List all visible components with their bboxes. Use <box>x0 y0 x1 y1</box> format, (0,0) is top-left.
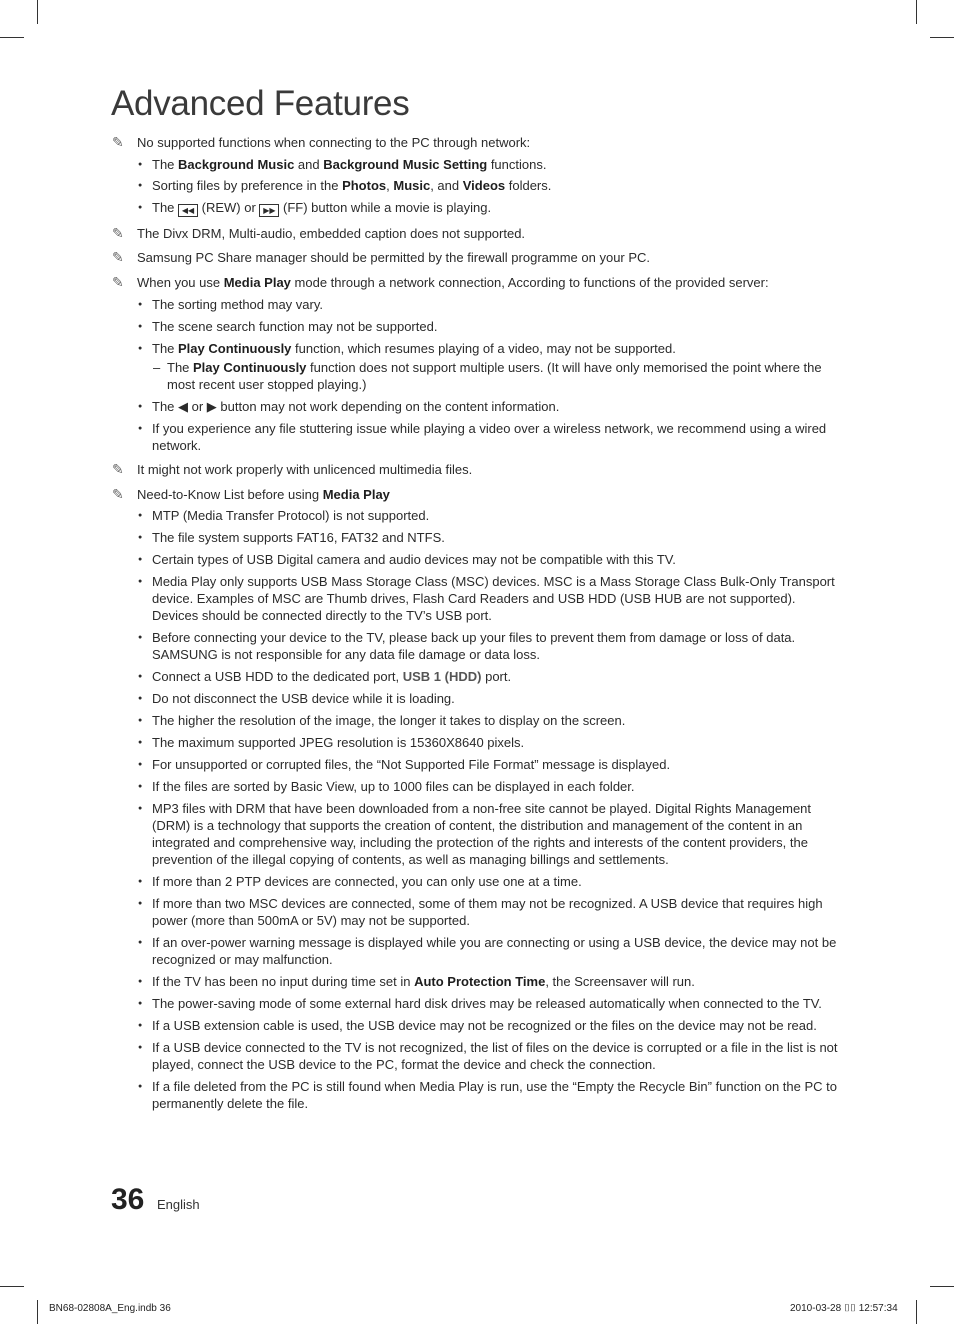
bullet-icon: ● <box>138 783 143 790</box>
note-item <box>112 486 842 503</box>
bullet-item <box>112 199 842 217</box>
bullet-item <box>112 778 842 795</box>
bullet-item <box>112 712 842 729</box>
bullet-item <box>112 156 842 173</box>
bullet-icon: ● <box>138 978 143 985</box>
note-pencil-icon: ✎ <box>112 225 124 241</box>
bullet-item <box>112 668 842 685</box>
bullet-item <box>112 895 842 929</box>
item-text: The Play Continuously function, which resumes playing of a video, may not be supported. <box>152 341 676 356</box>
bullet-icon: ● <box>138 182 143 189</box>
bullet-icon: ● <box>138 634 143 641</box>
dash-icon: – <box>153 360 161 375</box>
note-item <box>112 461 842 478</box>
bullet-item <box>112 734 842 751</box>
item-text: If you experience any file stuttering issue while playing a video over a wireless network, we recommend using a wired network. <box>152 421 827 453</box>
item-text: If more than two MSC devices are connected, some of them may not be recognized. A USB device that requires high power (more than 500mA or 5V) may not be supported. <box>152 896 823 928</box>
bullet-item <box>112 873 842 890</box>
crop-mark <box>930 37 954 38</box>
bullet-icon: ● <box>138 673 143 680</box>
bullet-icon: ● <box>138 204 143 211</box>
bullet-item <box>112 551 842 568</box>
bullet-item <box>112 800 842 868</box>
bullet-icon: ● <box>138 939 143 946</box>
bullet-item <box>112 398 842 415</box>
bullet-item <box>112 629 842 663</box>
page-number: 36 <box>111 1183 145 1216</box>
note-item <box>112 274 842 291</box>
item-text: The scene search function may not be supported. <box>152 319 438 334</box>
bullet-icon: ● <box>138 805 143 812</box>
item-text: It might not work properly with unlicenced multimedia files. <box>137 462 473 477</box>
bullet-item <box>112 973 842 990</box>
note-pencil-icon: ✎ <box>112 486 124 502</box>
bullet-item <box>112 756 842 773</box>
crop-mark <box>916 1300 917 1324</box>
note-pencil-icon: ✎ <box>112 274 124 290</box>
item-text: Do not disconnect the USB device while it is loading. <box>152 691 455 706</box>
bullet-icon: ● <box>138 1083 143 1090</box>
item-text: If a USB extension cable is used, the USB device may not be recognized or the files on the device may not be read. <box>152 1018 817 1033</box>
bullet-item <box>112 1078 842 1112</box>
item-text: Samsung PC Share manager should be permitted by the firewall programme on your PC. <box>137 250 651 265</box>
print-file-info: BN68-02808A_Eng.indb 36 <box>49 1303 171 1314</box>
item-text: MTP (Media Transfer Protocol) is not supported. <box>152 508 430 523</box>
item-text: Sorting files by preference in the Photos, Music, and Videos folders. <box>152 178 552 193</box>
bullet-icon: ● <box>138 1000 143 1007</box>
note-item <box>112 225 842 242</box>
language-label: English <box>157 1197 200 1212</box>
item-text: When you use Media Play mode through a network connection, According to functions of the provided server: <box>137 275 769 290</box>
bullet-item <box>112 1039 842 1073</box>
bullet-item <box>112 690 842 707</box>
bullet-icon: ● <box>138 161 143 168</box>
item-text: Media Play only supports USB Mass Storage Class (MSC) devices. MSC is a Mass Storage Class Bulk-Only Transport device. Examples of MSC are Thumb drives, Flash Card Readers and USB HDD (USB HUB are not supported). Devices should be connected directly to the TV’s USB port. <box>152 574 835 623</box>
item-text: The Play Continuously function does not support multiple users. (It will have only memorised the point where the most recent user stopped playing.) <box>167 360 822 392</box>
bullet-icon: ● <box>138 512 143 519</box>
item-text: If the files are sorted by Basic View, up to 1000 files can be displayed in each folder. <box>152 779 635 794</box>
bullet-icon: ● <box>138 578 143 585</box>
item-text: Before connecting your device to the TV, please back up your files to prevent them from damage or loss of data. SAMSUNG is not responsible for any data file damage or data loss. <box>152 630 796 662</box>
note-pencil-icon: ✎ <box>112 461 124 477</box>
bullet-item <box>112 529 842 546</box>
bullet-item <box>112 296 842 313</box>
item-text: If the TV has been no input during time set in Auto Protection Time, the Screensaver will run. <box>152 974 695 989</box>
crop-mark <box>0 1286 24 1287</box>
bullet-icon: ● <box>138 323 143 330</box>
item-text: No supported functions when connecting to the PC through network: <box>137 135 531 150</box>
note-item <box>112 134 842 151</box>
bullet-icon: ● <box>138 301 143 308</box>
bullet-icon: ● <box>138 345 143 352</box>
item-text: If a USB device connected to the TV is not recognized, the list of files on the device is corrupted or a file in the list is not played, connect the USB device to the PC, format the device and check the connection. <box>152 1040 838 1072</box>
crop-mark <box>37 1300 38 1324</box>
item-text: For unsupported or corrupted files, the “Not Supported File Format” message is displayed. <box>152 757 671 772</box>
bullet-icon: ● <box>138 761 143 768</box>
note-item <box>112 249 842 266</box>
item-text: MP3 files with DRM that have been downloaded from a non-free site cannot be played. Digital Rights Management (DRM) is a technology that supports the creation of content, the distribution and management of the content in an integrated and comprehensive way, including the protection of the rights and interests of the content providers, the prevention of the illegal copying of contents, as well as managing billings and settlements. <box>152 801 812 867</box>
bullet-item <box>112 420 842 454</box>
item-text: If more than 2 PTP devices are connected, you can only use one at a time. <box>152 874 582 889</box>
bullet-item <box>112 177 842 194</box>
item-text: The Background Music and Background Music Setting functions. <box>152 157 547 172</box>
item-text: The higher the resolution of the image, the longer it takes to display on the screen. <box>152 713 626 728</box>
bullet-icon: ● <box>138 425 143 432</box>
bullet-icon: ● <box>138 739 143 746</box>
bullet-item <box>112 507 842 524</box>
item-text: The sorting method may vary. <box>152 297 323 312</box>
item-text: The Divx DRM, Multi-audio, embedded caption does not supported. <box>137 226 526 241</box>
bullet-item <box>112 318 842 335</box>
crop-mark <box>0 37 24 38</box>
print-date-info: 2010-03-28 ⌷⌷ 12:57:34 <box>790 1303 898 1314</box>
crop-mark <box>930 1286 954 1287</box>
page-title: Advanced Features <box>111 84 410 123</box>
item-text: The ◀ or ▶ button may not work depending on the content information. <box>152 399 560 414</box>
bullet-item <box>112 1017 842 1034</box>
note-pencil-icon: ✎ <box>112 249 124 265</box>
bullet-item <box>112 995 842 1012</box>
item-text: Certain types of USB Digital camera and audio devices may not be compatible with this TV. <box>152 552 676 567</box>
item-text: The ◀◀ (REW) or ▶▶ (FF) button while a movie is playing. <box>152 200 492 215</box>
item-text: Need-to-Know List before using Media Play <box>137 487 390 502</box>
item-text: If a file deleted from the PC is still found when Media Play is run, use the “Empty the Recycle Bin” function on the PC to permanently delete the file. <box>152 1079 838 1111</box>
bullet-icon: ● <box>138 878 143 885</box>
item-text: The power-saving mode of some external hard disk drives may be released automatically when connected to the TV. <box>152 996 822 1011</box>
crop-mark <box>37 0 38 24</box>
bullet-icon: ● <box>138 695 143 702</box>
bullet-icon: ● <box>138 403 143 410</box>
bullet-icon: ● <box>138 534 143 541</box>
content-body <box>112 134 842 1112</box>
item-text: Connect a USB HDD to the dedicated port, USB 1 (HDD) port. <box>152 669 512 684</box>
item-text: If an over-power warning message is displayed while you are connecting or using a USB device, the device may not be recognized or may malfunction. <box>152 935 837 967</box>
item-text: The maximum supported JPEG resolution is 15360X8640 pixels. <box>152 735 525 750</box>
bullet-icon: ● <box>138 1022 143 1029</box>
note-pencil-icon: ✎ <box>112 134 124 150</box>
bullet-icon: ● <box>138 717 143 724</box>
sub-item <box>112 359 842 393</box>
item-text: The file system supports FAT16, FAT32 and NTFS. <box>152 530 445 545</box>
bullet-item <box>112 573 842 624</box>
bullet-icon: ● <box>138 900 143 907</box>
bullet-item <box>112 340 842 357</box>
crop-mark <box>916 0 917 24</box>
bullet-icon: ● <box>138 1044 143 1051</box>
bullet-item <box>112 934 842 968</box>
bullet-icon: ● <box>138 556 143 563</box>
